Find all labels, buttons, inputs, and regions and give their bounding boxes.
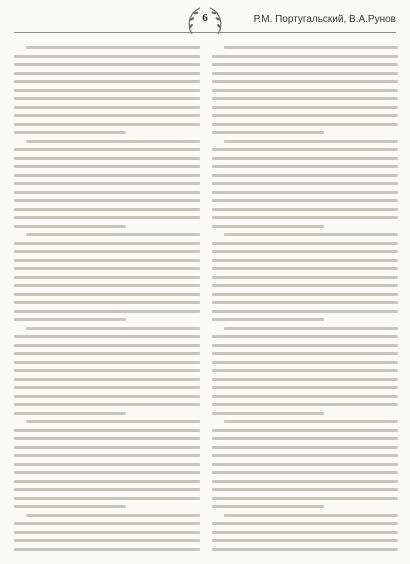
text-line-placeholder: [212, 403, 398, 406]
text-line-placeholder: [224, 420, 398, 423]
text-line-placeholder: [14, 174, 200, 177]
text-line-placeholder: [224, 514, 398, 517]
text-line-placeholder: [14, 182, 200, 185]
text-line-placeholder: [14, 403, 200, 406]
text-line-placeholder: [212, 352, 398, 355]
text-line-placeholder: [14, 446, 200, 449]
running-header-authors: Р.М. Португальский, В.А.Рунов: [253, 14, 396, 25]
page-number: 6: [202, 12, 208, 24]
text-line-placeholder: [26, 233, 200, 236]
text-line-placeholder: [26, 46, 200, 49]
text-line-placeholder: [212, 267, 398, 270]
text-line-placeholder: [14, 480, 200, 483]
text-line-placeholder: [212, 344, 398, 347]
text-line-placeholder: [14, 437, 200, 440]
text-line-placeholder: [212, 318, 324, 321]
text-line-placeholder: [212, 63, 398, 66]
text-line-placeholder: [212, 199, 398, 202]
text-line-placeholder: [212, 361, 398, 364]
text-line-placeholder: [212, 182, 398, 185]
text-line-placeholder: [14, 463, 200, 466]
text-line-placeholder: [224, 140, 398, 143]
text-line-placeholder: [224, 327, 398, 330]
text-line-placeholder: [212, 505, 324, 508]
text-line-placeholder: [212, 335, 398, 338]
text-line-placeholder: [14, 157, 200, 160]
text-line-placeholder: [14, 293, 200, 296]
text-line-placeholder: [212, 123, 398, 126]
text-line-placeholder: [212, 531, 398, 534]
text-line-placeholder: [212, 157, 398, 160]
text-line-placeholder: [14, 191, 200, 194]
text-line-placeholder: [212, 480, 398, 483]
text-line-placeholder: [14, 123, 200, 126]
text-line-placeholder: [212, 80, 398, 83]
text-line-placeholder: [14, 301, 200, 304]
text-line-placeholder: [212, 55, 398, 58]
text-line-placeholder: [212, 548, 398, 551]
text-line-placeholder: [14, 165, 200, 168]
text-line-placeholder: [14, 80, 200, 83]
text-line-placeholder: [14, 386, 200, 389]
text-line-placeholder: [212, 488, 398, 491]
text-line-placeholder: [212, 412, 324, 415]
text-line-placeholder: [14, 89, 200, 92]
text-line-placeholder: [212, 276, 398, 279]
text-line-placeholder: [26, 420, 200, 423]
text-line-placeholder: [14, 522, 200, 525]
text-line-placeholder: [14, 318, 126, 321]
text-line-placeholder: [212, 378, 398, 381]
text-line-placeholder: [14, 429, 200, 432]
text-line-placeholder: [212, 522, 398, 525]
text-line-placeholder: [212, 242, 398, 245]
text-line-placeholder: [14, 505, 126, 508]
text-line-placeholder: [212, 191, 398, 194]
text-line-placeholder: [224, 233, 398, 236]
text-line-placeholder: [212, 454, 398, 457]
running-header: [0, 0, 410, 44]
text-line-placeholder: [14, 97, 200, 100]
text-line-placeholder: [212, 208, 398, 211]
text-line-placeholder: [14, 344, 200, 347]
text-line-placeholder: [212, 216, 398, 219]
text-line-placeholder: [212, 114, 398, 117]
text-line-placeholder: [14, 114, 200, 117]
text-line-placeholder: [14, 250, 200, 253]
text-line-placeholder: [14, 539, 200, 542]
text-line-placeholder: [14, 55, 200, 58]
text-line-placeholder: [14, 412, 126, 415]
text-line-placeholder: [212, 446, 398, 449]
text-line-placeholder: [212, 395, 398, 398]
text-line-placeholder: [14, 284, 200, 287]
text-line-placeholder: [14, 208, 200, 211]
text-line-placeholder: [212, 106, 398, 109]
text-line-placeholder: [14, 131, 126, 134]
text-line-placeholder: [14, 216, 200, 219]
text-line-placeholder: [14, 106, 200, 109]
text-line-placeholder: [212, 284, 398, 287]
text-line-placeholder: [212, 259, 398, 262]
text-line-placeholder: [14, 497, 200, 500]
text-line-placeholder: [212, 539, 398, 542]
text-line-placeholder: [14, 242, 200, 245]
text-line-placeholder: [14, 310, 200, 313]
text-line-placeholder: [26, 140, 200, 143]
text-line-placeholder: [14, 488, 200, 491]
text-line-placeholder: [14, 352, 200, 355]
text-line-placeholder: [212, 386, 398, 389]
text-line-placeholder: [212, 174, 398, 177]
text-line-placeholder: [224, 46, 398, 49]
text-line-placeholder: [212, 301, 398, 304]
text-line-placeholder: [212, 293, 398, 296]
text-line-placeholder: [212, 310, 398, 313]
text-line-placeholder: [212, 148, 398, 151]
text-line-placeholder: [26, 327, 200, 330]
text-line-placeholder: [212, 429, 398, 432]
text-line-placeholder: [14, 361, 200, 364]
text-line-placeholder: [212, 250, 398, 253]
text-line-placeholder: [14, 369, 200, 372]
text-line-placeholder: [14, 267, 200, 270]
text-line-placeholder: [212, 89, 398, 92]
text-line-placeholder: [14, 72, 200, 75]
text-line-placeholder: [14, 259, 200, 262]
text-line-placeholder: [14, 471, 200, 474]
text-line-placeholder: [14, 531, 200, 534]
text-line-placeholder: [212, 225, 324, 228]
text-column-left: [14, 46, 200, 556]
text-column-right: [212, 46, 398, 556]
text-line-placeholder: [14, 148, 200, 151]
text-line-placeholder: [14, 276, 200, 279]
text-line-placeholder: [14, 548, 200, 551]
text-line-placeholder: [212, 463, 398, 466]
text-line-placeholder: [14, 395, 200, 398]
text-line-placeholder: [212, 165, 398, 168]
text-line-placeholder: [212, 497, 398, 500]
text-line-placeholder: [14, 454, 200, 457]
text-line-placeholder: [212, 369, 398, 372]
text-line-placeholder: [26, 514, 200, 517]
text-line-placeholder: [14, 225, 126, 228]
text-line-placeholder: [14, 335, 200, 338]
text-line-placeholder: [212, 131, 324, 134]
text-line-placeholder: [14, 378, 200, 381]
text-line-placeholder: [212, 72, 398, 75]
text-line-placeholder: [14, 199, 200, 202]
text-line-placeholder: [212, 437, 398, 440]
text-line-placeholder: [212, 97, 398, 100]
text-line-placeholder: [212, 471, 398, 474]
text-line-placeholder: [14, 63, 200, 66]
